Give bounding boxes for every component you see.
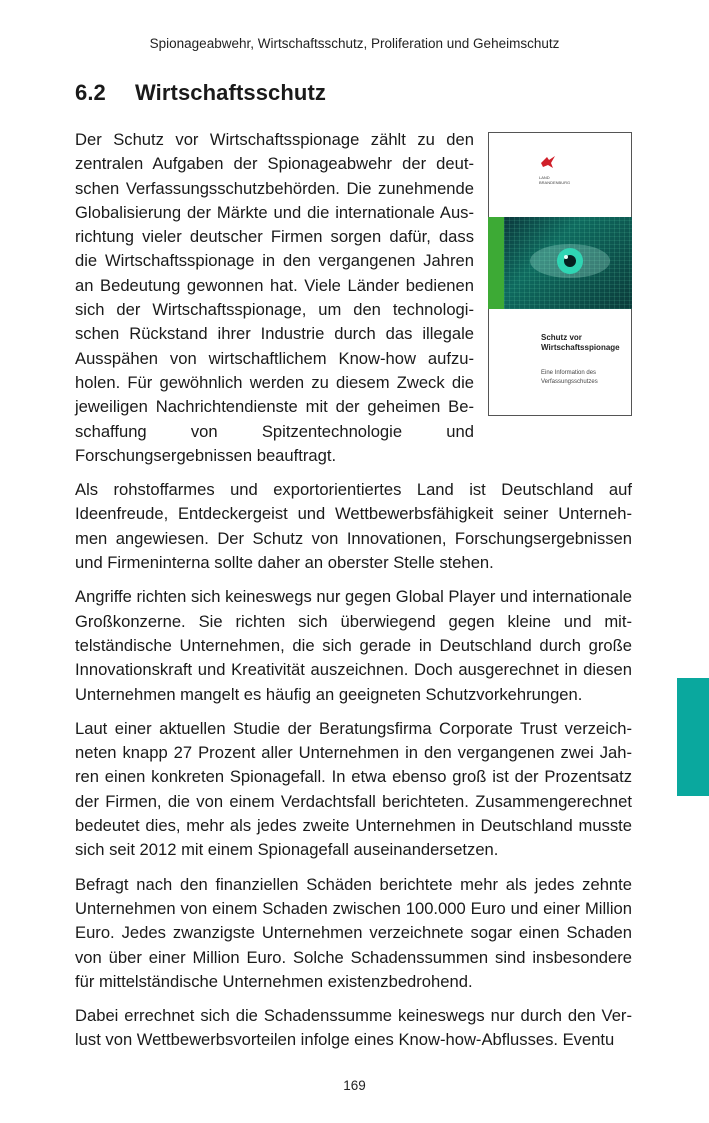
chapter-tab <box>677 678 709 796</box>
brochure-cover-image <box>488 132 632 416</box>
page-number: 169 <box>343 1078 366 1093</box>
brochure-subtitle-line-1: Eine Information des <box>541 370 597 376</box>
brochure-title <box>541 333 620 353</box>
paragraph: Der Schutz vor Wirtschaftsspionage zählt zu den zentralen Aufgaben der Spionageabwehr der deutschen Verfassungsschutzbehörden. Die zunehmende Globalisierung der Märkte und die internationale Ausrichtung vieler deutscher Firmen sorgen dafür, dass die Wirtschaftsspionage in den vergangenen Jahren an Bedeutung gewonnen hat. Viele Länder bedienen sich der Wirtschaftsspionage, um den technologischen Rückstand ihrer Industrie durch das illegale Ausspähen von wirtschaftlichem Know-how aufzuholen. Für gewöhnlich werden zu diesem Zweck die jeweiligen Nachrichtendienste mit der geheimen Beschaffung von Spitzentechnologie und Forschungsergebnissen beauftragt. <box>75 130 474 465</box>
section-heading <box>75 80 326 106</box>
eye-banner <box>488 217 632 309</box>
logo-text: LAND BRANDENBURG <box>539 175 571 185</box>
paragraph: Laut einer aktuellen Studie der Beratungsfirma Corporate Trust verzeichneten knapp 27 Prozent aller Unternehmen in den vergangenen zwei Jahren einen konkreten Spionagefall. In etwa ebenso groß ist der Prozentsatz der Firmen, die von einem Verdachtsfall berichteten. Zusammengerechnet bedeutet dies, mehr als jedes zweite Unternehmen in Deutschland musste sich seit 2012 mit einem Spionagefall auseinandersetzen. <box>75 718 632 860</box>
brochure-subtitle <box>541 369 598 387</box>
eagle-icon <box>539 153 557 171</box>
paragraph: Befragt nach den finanziellen Schäden berichtete mehr als jedes zehnte Unternehmen von einem Schaden zwischen 100.000 Euro und einer Million Euro. Jedes zwanzigste Unternehmen verzeichnete sogar einen Schaden von über einer Million Euro. Solche Schadenssummen sind insbesondere für mittelständische Unternehmen existenzbedrohend. <box>75 874 632 991</box>
paragraph: Angriffe richten sich keineswegs nur gegen Global Player und internationale Großkonzerne. Sie richten sich überwiegend gegen kleine und mittelständische Unternehmen, die sich gerade in Deutschland durch große Innovationskraft und Kreativität auszeichnen. Doch ausgerechnet in diesen Unternehmen mangelt es häufig an geeigneten Schutzvorkehrungen. <box>75 587 632 704</box>
green-accent-bar <box>488 217 504 309</box>
brandenburg-logo <box>539 153 599 203</box>
section-number: 6.2 <box>75 80 106 105</box>
brochure-title-line-2: Wirtschaftsspionage <box>541 343 620 352</box>
body-text <box>75 128 632 1063</box>
brochure-subtitle-line-2: Verfassungsschutzes <box>541 379 598 385</box>
brochure-title-line-1: Schutz vor <box>541 333 582 342</box>
eye-icon <box>504 217 632 309</box>
section-title: Wirtschaftsschutz <box>135 80 326 105</box>
paragraph: Dabei errechnet sich die Schadenssumme keineswegs nur durch den Verlust von Wettbewerbsvorteilen infolge eines Know-how-Abflusses. Eventu <box>75 1006 632 1050</box>
running-header: Spionageabwehr, Wirtschaftsschutz, Proliferation und Geheimschutz <box>149 36 560 51</box>
paragraph: Als rohstoffarmes und exportorientiertes Land ist Deutschland auf Ideenfreude, Entdeckergeist und Wettbewerbsfähigkeit seiner Unternehmen angewiesen. Der Schutz von Innovationen, Forschungsergebnissen und Firmeninterna sollte daher an oberster Stelle stehen. <box>75 480 632 573</box>
